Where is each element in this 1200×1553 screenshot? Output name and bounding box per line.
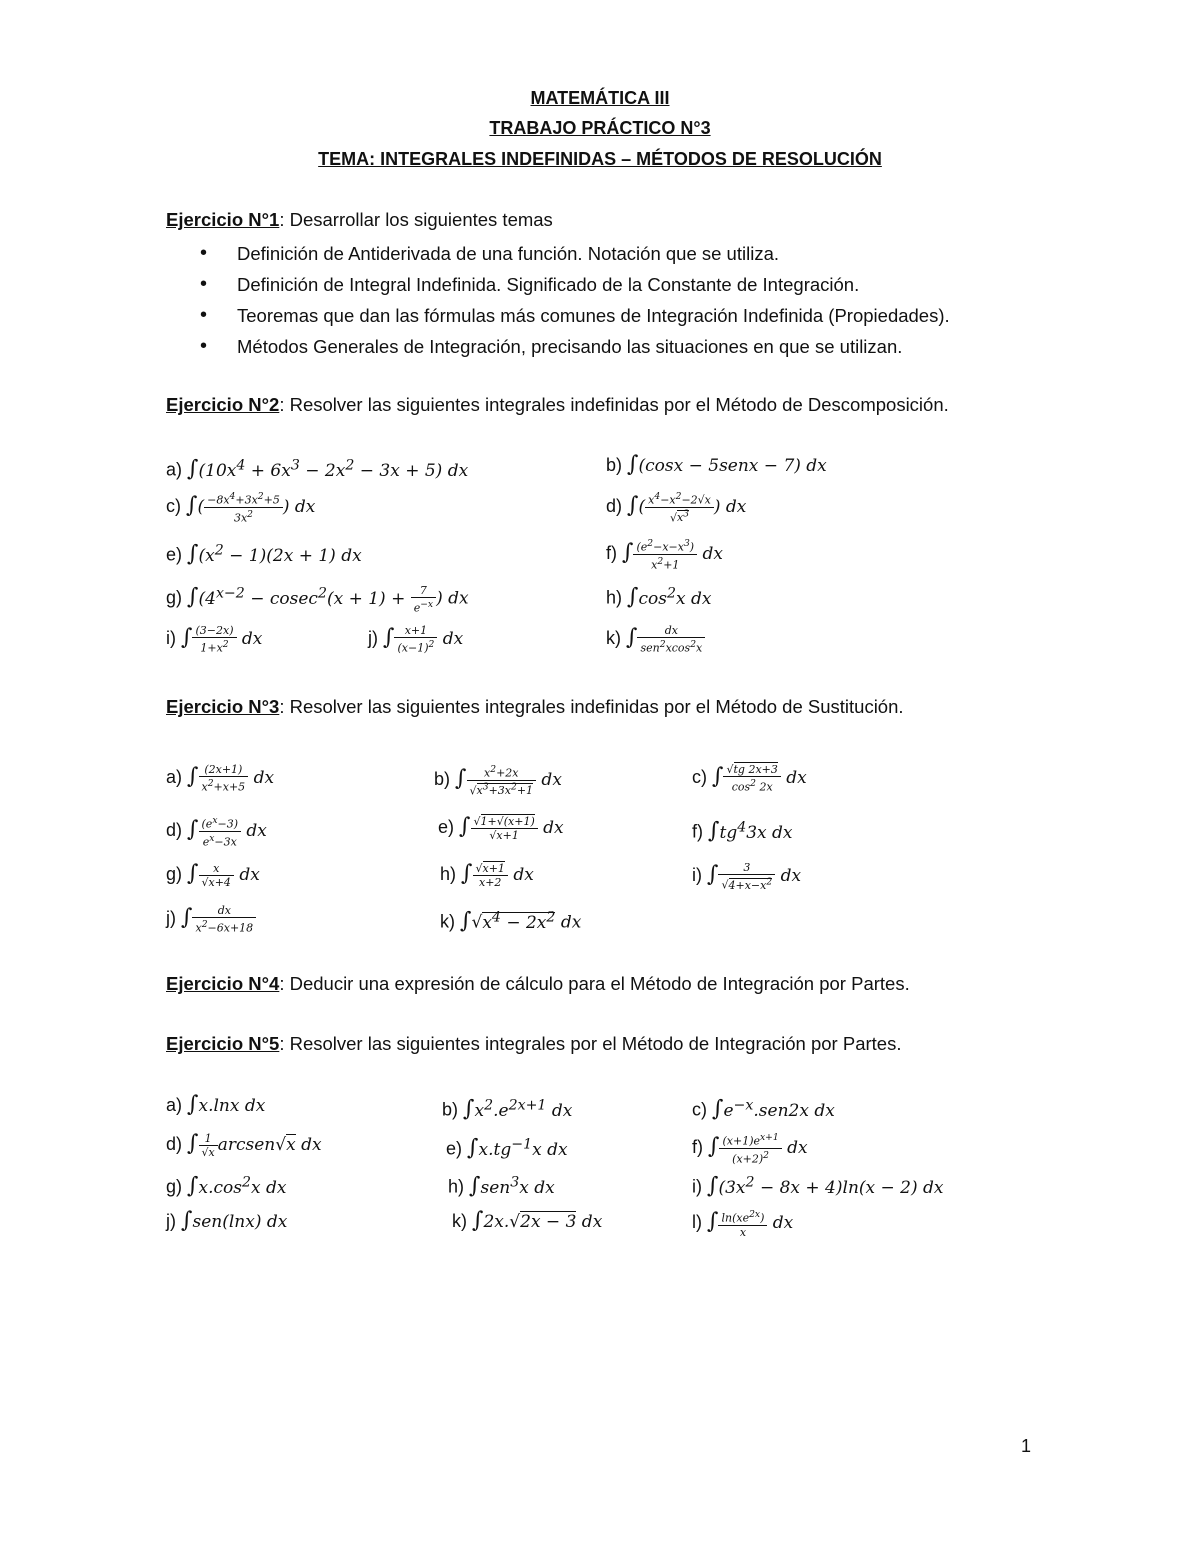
- exercise-5-item-d: d) ∫ $\frac{1}{√x}$ arcsen√x dx: [166, 1131, 322, 1159]
- exercise-5-item-f: f) ∫ $\frac{(x+1)e^{x+1}}{(x+2)^2}$ dx: [692, 1132, 808, 1166]
- exercise-3-item-f: f) $\int tg^43x$ dx: [692, 818, 793, 844]
- exercise-5-label: Ejercicio N°5: [166, 1033, 280, 1054]
- exercise-3-heading: [166, 696, 904, 718]
- exercise-1-text: : Desarrollar los siguientes temas: [279, 209, 553, 230]
- exercise-2-heading: [166, 394, 949, 416]
- exercise-5-item-k: k) ∫2x.√2x − 3 dx: [452, 1208, 603, 1233]
- page-topic: TEMA: INTEGRALES INDEFINIDAS – MÉTODOS DE RESOLUCIÓN: [318, 149, 882, 169]
- exercise-2-item-c: c) ∫( $\frac{-8x^4+3x^2+5}{3x^2}$ ) dx: [166, 491, 316, 525]
- exercise-4-label: Ejercicio N°4: [166, 973, 280, 994]
- exercise-2-item-h: h) $\int\cos^2x$ dx: [606, 584, 712, 610]
- exercise-3-item-c: c) ∫ $\frac{√tg 2x+3}{\cos^2 2x}$ dx: [692, 763, 807, 794]
- exercise-3-item-d: d) ∫ $\frac{(e^x-3)}{e^x-3x}$ dx: [166, 815, 267, 849]
- exercise-2-item-b: b) ∫(cosx − 5senx − 7) dx: [606, 452, 827, 477]
- exercise-2-item-i: i) ∫ $\frac{(3-2x)}{1+x^2}$ dx: [166, 624, 263, 655]
- exercise-4-heading: [166, 973, 910, 995]
- exercise-2-label: Ejercicio N°2: [166, 394, 280, 415]
- exercise-5-item-a: a) ∫x.lnx dx: [166, 1092, 266, 1117]
- exercise-5-item-i: i) $\int(3x^2 - 8x + 4)\ln(x - 2)$ dx: [692, 1173, 944, 1199]
- exercise-1-heading: [166, 209, 553, 231]
- list-item: • Definición de Integral Indefinida. Significado de la Constante de Integración.: [166, 269, 950, 300]
- exercise-5-item-h: h) ∫sen$^3$x dx: [448, 1173, 555, 1199]
- exercise-5-item-g: g) $\int x.\cos^2x$ dx: [166, 1173, 287, 1199]
- exercise-5-item-b: b) $\int x^2.e^{2x+1}$ dx: [442, 1096, 573, 1122]
- exercise-3-item-k: k) $\int√x^4 - 2x^2$ dx: [440, 908, 582, 934]
- exercise-5-item-c: c) $\int e^{-x}.sen2x$ dx: [692, 1096, 835, 1122]
- exercise-3-item-e: e) ∫ $\frac{√1+√(x+1)}{√x+1}$ dx: [438, 814, 564, 842]
- page-subtitle: TRABAJO PRÁCTICO N°3: [489, 118, 711, 138]
- exercise-2-item-k: k) ∫ $\frac{dx}{sen^2xcos^2x}$: [606, 624, 705, 655]
- exercise-3-item-b: b) ∫ $\frac{x^2+2x}{√x^3+3x^2+1}$ dx: [434, 764, 562, 798]
- exercise-3-item-j: j) ∫ $\frac{dx}{x^2-6x+18}$: [166, 904, 256, 935]
- list-item: • Teoremas que dan las fórmulas más comunes de Integración Indefinida (Propiedades).: [166, 300, 950, 331]
- exercise-2-item-g: g) $\int(4^{x-2} - cosec^2(x + 1)$ + $\frac{7}{e^{-x}}$ ) dx: [166, 583, 469, 615]
- exercise-2-item-d: d) ∫( $\frac{x^4-x^2-2√x}{√x^3}$ ) dx: [606, 491, 747, 525]
- exercise-5-heading: [166, 1033, 901, 1055]
- list-item: • Definición de Antiderivada de una función. Notación que se utiliza.: [166, 238, 950, 269]
- exercise-2-item-j: j) ∫ $\frac{x+1}{(x-1)^2}$ dx: [368, 624, 464, 655]
- exercise-2-text: : Resolver las siguientes integrales indefinidas por el Método de Descomposición.: [279, 394, 949, 415]
- exercise-3-item-a: a) ∫ $\frac{(2x+1)}{x^2+x+5}$ dx: [166, 763, 275, 794]
- exercise-3-label: Ejercicio N°3: [166, 696, 280, 717]
- exercise-3-item-g: g) ∫ $\frac{x}{√x+4}$ dx: [166, 861, 260, 889]
- exercise-3-item-i: i) ∫ $\frac{3}{√4+x-x^2}$ dx: [692, 861, 802, 892]
- exercise-5-text: : Resolver las siguientes integrales por el Método de Integración por Partes.: [279, 1033, 902, 1054]
- page-number: 1: [1021, 1436, 1032, 1456]
- exercise-4-text: : Deducir una expresión de cálculo para el Método de Integración por Partes.: [279, 973, 910, 994]
- page-title: MATEMÁTICA III: [530, 88, 670, 108]
- exercise-2-item-f: f) ∫ $\frac{(e^2-x-x^3)}{x^2+1}$ dx: [606, 538, 723, 572]
- exercise-2-item-a: a) $\int(10x^4 + 6x^3 - 2x^2 - 3x + 5)$ dx: [166, 456, 469, 482]
- exercise-3-item-h: h) ∫ $\frac{√x+1}{x+2}$ dx: [440, 861, 534, 889]
- exercise-2-item-e: e) $\int(x^2 - 1)(2x + 1)$ dx: [166, 541, 362, 567]
- exercise-3-text: : Resolver las siguientes integrales indefinidas por el Método de Sustitución.: [279, 696, 904, 717]
- exercise-5-item-e: e) $\int x.tg^{-1}x$ dx: [446, 1135, 568, 1161]
- exercise-5-item-j: j) ∫sen(lnx) dx: [166, 1208, 288, 1233]
- exercise-5-item-l: l) ∫ $\frac{\ln(xe^{2x})}{x}$ dx: [692, 1209, 794, 1239]
- exercise-1-bullet-list: [166, 238, 950, 362]
- list-item: • Métodos Generales de Integración, precisando las situaciones en que se utilizan.: [166, 331, 950, 362]
- exercise-1-label: Ejercicio N°1: [166, 209, 280, 230]
